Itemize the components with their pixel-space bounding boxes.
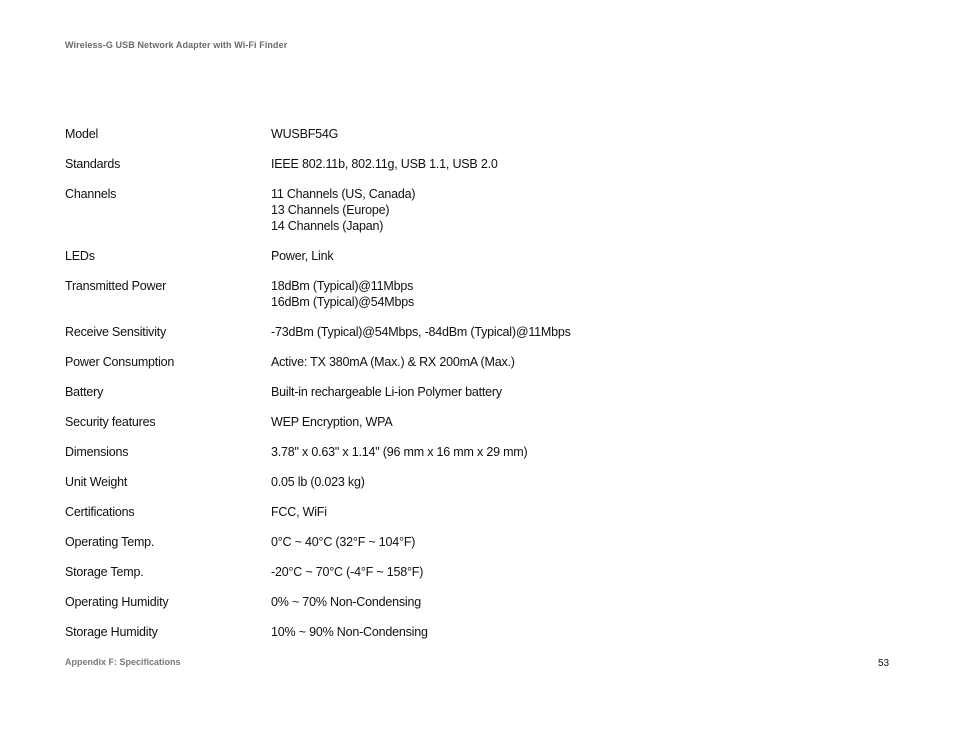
spec-label: Operating Humidity bbox=[65, 595, 169, 609]
spec-values bbox=[271, 278, 414, 310]
spec-row bbox=[65, 324, 885, 354]
spec-values bbox=[271, 354, 515, 370]
spec-label: Certifications bbox=[65, 505, 135, 519]
spec-values bbox=[271, 384, 502, 400]
spec-row bbox=[65, 474, 885, 504]
spec-row bbox=[65, 564, 885, 594]
spec-row bbox=[65, 156, 885, 186]
spec-label: Unit Weight bbox=[65, 475, 128, 489]
spec-label: Storage Temp. bbox=[65, 565, 144, 579]
footer-section-title: Appendix F: Specifications bbox=[65, 657, 181, 667]
spec-values bbox=[271, 564, 423, 580]
spec-values bbox=[271, 324, 571, 340]
spec-label: Battery bbox=[65, 385, 104, 399]
spec-label: Transmitted Power bbox=[65, 279, 167, 293]
spec-row bbox=[65, 534, 885, 564]
spec-values bbox=[271, 444, 528, 460]
spec-value-line: 0.05 lb (0.023 kg) bbox=[271, 475, 365, 489]
spec-label: Receive Sensitivity bbox=[65, 325, 167, 339]
specifications-table bbox=[65, 126, 885, 654]
spec-label: LEDs bbox=[65, 249, 95, 263]
spec-value-line: Active: TX 380mA (Max.) & RX 200mA (Max.) bbox=[271, 355, 515, 369]
spec-values bbox=[271, 534, 415, 550]
spec-values bbox=[271, 248, 333, 264]
spec-row bbox=[65, 248, 885, 278]
spec-row bbox=[65, 384, 885, 414]
spec-value-line: 14 Channels (Japan) bbox=[271, 219, 384, 233]
spec-values bbox=[271, 594, 421, 610]
running-header-title: Wireless-G USB Network Adapter with Wi-Fi Finder bbox=[65, 40, 288, 50]
spec-row bbox=[65, 624, 885, 654]
spec-row bbox=[65, 444, 885, 474]
spec-value-line: Power, Link bbox=[271, 249, 334, 263]
spec-row bbox=[65, 504, 885, 534]
spec-values bbox=[271, 504, 327, 520]
page-number: 53 bbox=[878, 658, 890, 669]
spec-label: Standards bbox=[65, 157, 121, 171]
spec-value-line: WEP Encryption, WPA bbox=[271, 415, 393, 429]
spec-row bbox=[65, 186, 885, 248]
spec-value-line: 16dBm (Typical)@54Mbps bbox=[271, 295, 415, 309]
spec-value-line: 10% ~ 90% Non-Condensing bbox=[271, 625, 428, 639]
spec-row bbox=[65, 354, 885, 384]
spec-row bbox=[65, 594, 885, 624]
spec-values bbox=[271, 186, 415, 234]
spec-label: Power Consumption bbox=[65, 355, 175, 369]
spec-value-line: 18dBm (Typical)@11Mbps bbox=[271, 279, 414, 293]
spec-label: Security features bbox=[65, 415, 156, 429]
spec-label: Model bbox=[65, 127, 99, 141]
spec-label: Operating Temp. bbox=[65, 535, 155, 549]
spec-value-line: Built-in rechargeable Li-ion Polymer battery bbox=[271, 385, 502, 399]
spec-value-line: IEEE 802.11b, 802.11g, USB 1.1, USB 2.0 bbox=[271, 157, 498, 171]
spec-value-line: WUSBF54G bbox=[271, 127, 339, 141]
spec-label: Dimensions bbox=[65, 445, 129, 459]
spec-value-line: 13 Channels (Europe) bbox=[271, 203, 390, 217]
spec-row bbox=[65, 414, 885, 444]
spec-value-line: 11 Channels (US, Canada) bbox=[271, 187, 416, 201]
spec-label: Channels bbox=[65, 187, 117, 201]
spec-row bbox=[65, 278, 885, 324]
spec-row bbox=[65, 126, 885, 156]
spec-values bbox=[271, 624, 428, 640]
spec-value-line: FCC, WiFi bbox=[271, 505, 327, 519]
spec-label: Storage Humidity bbox=[65, 625, 158, 639]
spec-value-line: -20°C ~ 70°C (-4°F ~ 158°F) bbox=[271, 565, 424, 579]
spec-value-line: -73dBm (Typical)@54Mbps, -84dBm (Typical)@11Mbps bbox=[271, 325, 571, 339]
spec-values bbox=[271, 156, 498, 172]
spec-value-line: 0°C ~ 40°C (32°F ~ 104°F) bbox=[271, 535, 416, 549]
spec-values bbox=[271, 414, 392, 430]
spec-value-line: 0% ~ 70% Non-Condensing bbox=[271, 595, 422, 609]
spec-values bbox=[271, 474, 365, 490]
spec-value-line: 3.78" x 0.63" x 1.14" (96 mm x 16 mm x 29 mm) bbox=[271, 445, 528, 459]
spec-values bbox=[271, 126, 338, 142]
